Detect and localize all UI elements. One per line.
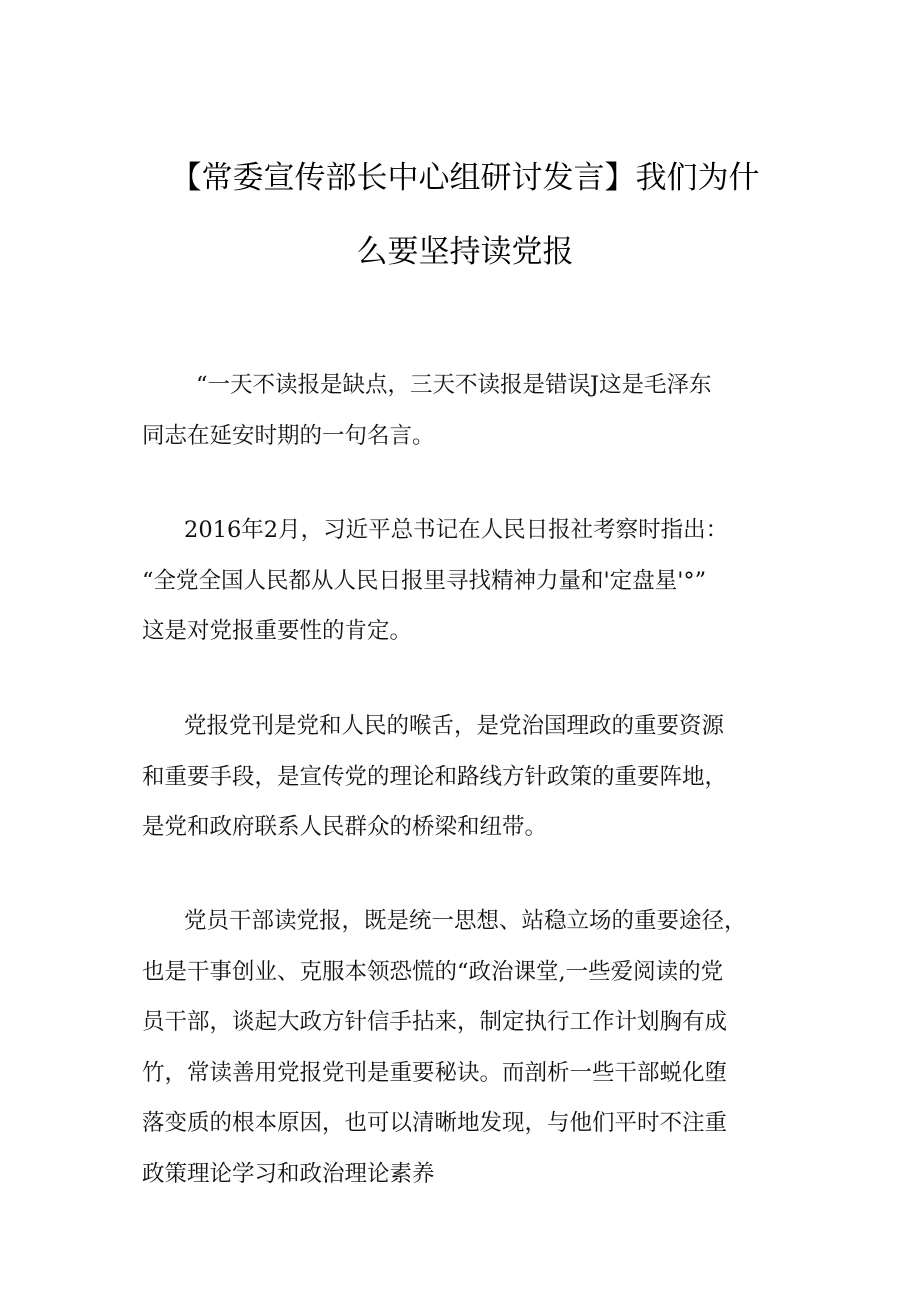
paragraph-4-line-1: 党员干部读党报，既是统一思想、站稳立场的重要途径， (184, 908, 747, 934)
paragraph-4-line-5: 落变质的根本原因，也可以清晰地发现，与他们平时不注重 (142, 1110, 728, 1136)
paragraph-2-line-3: 这是对党报重要性的肯定。 (142, 618, 413, 644)
document-title-line-1: 【常委宣传部长中心组研讨发言】我们为什 (170, 160, 760, 196)
paragraph-3-line-1: 党报党刊是党和人民的喉舌，是党治国理政的重要资源 (184, 713, 725, 739)
paragraph-4-line-2: 也是干事创业、克服本领恐慌的“政治课堂,一些爱阅读的党 (142, 959, 724, 985)
paragraph-1-line-1: “一天不读报是缺点，三天不读报是错误J这是毛泽东 (196, 372, 712, 398)
paragraph-3-line-2: 和重要手段，是宣传党的理论和路线方针政策的重要阵地， (142, 764, 728, 790)
paragraph-4-line-6: 政策理论学习和政治理论素养 (142, 1161, 435, 1187)
paragraph-3-line-3: 是党和政府联系人民群众的桥梁和纽带。 (142, 814, 548, 840)
paragraph-4-line-4: 竹，常读善用党报党刊是重要秘诀。而剖析一些干部蜕化堕 (142, 1060, 728, 1086)
paragraph-2-line-1: 2016年2月，习近平总书记在人民日报社考察时指出： (184, 517, 729, 543)
paragraph-1-line-2: 同志在延安时期的一句名言。 (142, 423, 435, 449)
paragraph-2-line-2: “全党全国人民都从人民日报里寻找精神力量和'定盘星'°” (142, 568, 707, 594)
document-title-line-2: 么要坚持读党报 (356, 234, 574, 270)
paragraph-4-line-3: 员干部，谈起大政方针信手拈来，制定执行工作计划胸有成 (142, 1009, 728, 1035)
